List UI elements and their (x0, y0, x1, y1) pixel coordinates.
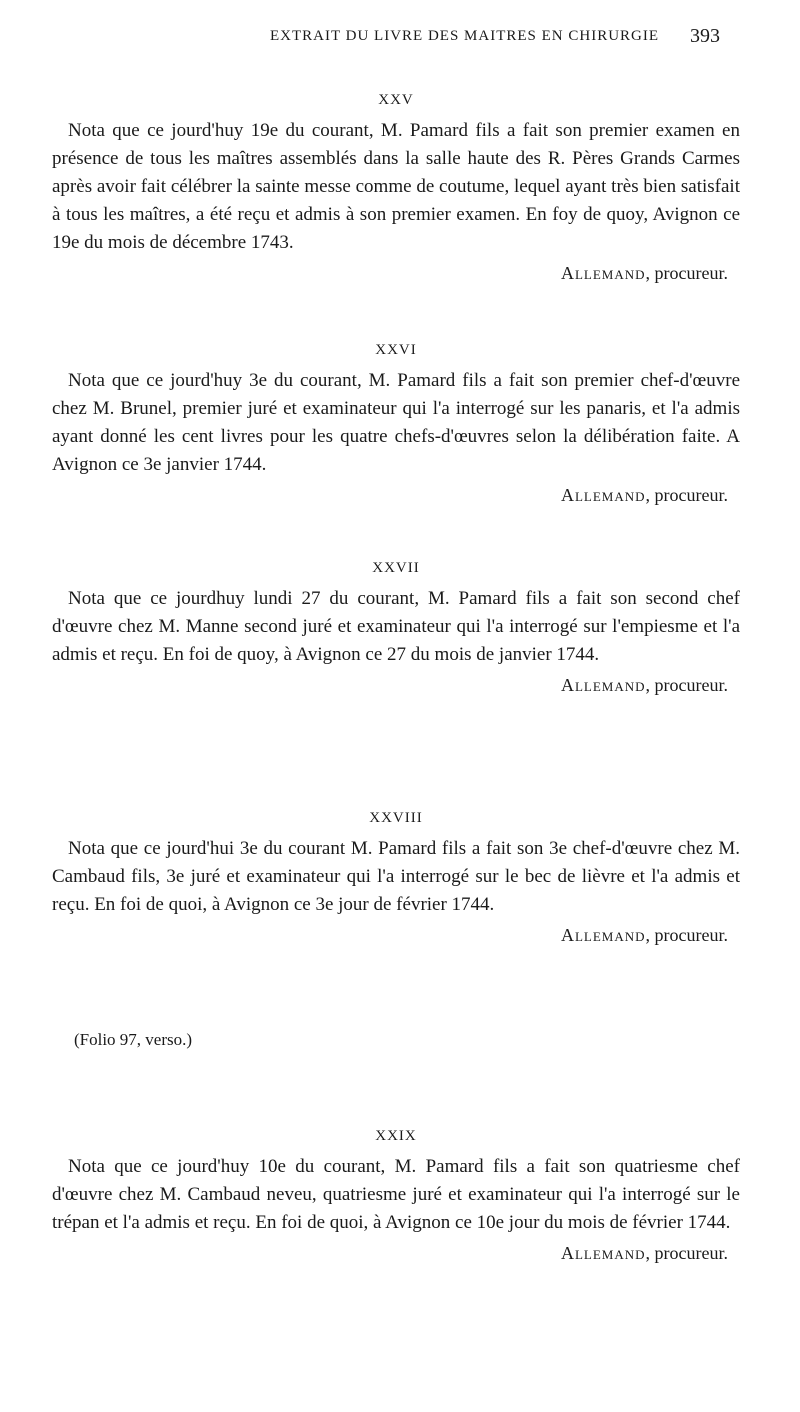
running-head (270, 25, 720, 47)
signature-title: , procureur. (645, 485, 728, 505)
entry-numeral: XXVIII (369, 810, 423, 826)
entry-xxvi (52, 342, 740, 506)
entry-numeral: XXVII (372, 560, 420, 576)
signature (52, 675, 728, 696)
entry-text: Nota que ce jourd'hui 3e du courant M. Pamard fils a fait son 3e chef-d'œuvre chez M. Cambaud fils, 3e juré et examinateur qui l'a interrogé sur le bec de lièvre et l'a admis et reçu. En foi de quoi, à Avignon ce 3e jour de février 1744. (52, 838, 740, 915)
signature-title: , procureur. (645, 1243, 728, 1263)
entry-text: Nota que ce jourd'huy 10e du courant, M. Pamard fils a fait son quatriesme chef d'œuvre chez M. Cambaud neveu, quatriesme juré et examinateur qui l'a interrogé sur le trépan et l'a admis et reçu. En foi de quoi, à Avignon ce 10e jour du mois de février 1744. (52, 1156, 740, 1233)
entry-xxvii (52, 560, 740, 696)
signature-name: Allemand (560, 485, 646, 505)
signature-name: Allemand (560, 675, 646, 695)
entry-xxviii (52, 810, 740, 946)
signature (52, 485, 728, 506)
signature-title: , procureur. (645, 675, 728, 695)
signature-name: Allemand (560, 925, 646, 945)
entry-text: Nota que ce jourd'huy 3e du courant, M. Pamard fils a fait son premier chef-d'œuvre chez M. Brunel, premier juré et examinateur qui l'a interrogé sur les panaris, et l'a admis ayant donné les cent livres pour les quatre chefs-d'œuvres selon la délibération faite. A Avignon ce 3e janvier 1744. (52, 370, 740, 475)
running-title: EXTRAIT DU LIVRE DES MAITRES EN CHIRURGIE (270, 28, 660, 44)
entry-xxv (52, 92, 740, 284)
signature-title: , procureur. (645, 925, 728, 945)
entry-text: Nota que ce jourdhuy lundi 27 du courant, M. Pamard fils a fait son second chef d'œuvre chez M. Manne second juré et examinateur qui l'a interrogé sur l'empiesme et l'a admis et reçu. En foi de quoy, à Avignon ce 27 du mois de janvier 1744. (52, 588, 740, 665)
folio-note: (Folio 97, verso.) (74, 1030, 193, 1049)
signature-title: , procureur. (645, 263, 728, 283)
entry-numeral: XXVI (375, 342, 417, 358)
signature (52, 1243, 728, 1264)
signature (52, 263, 728, 284)
entry-xxix (52, 1128, 740, 1264)
signature-name: Allemand (560, 1243, 646, 1263)
entry-numeral: XXIX (375, 1128, 417, 1144)
signature (52, 925, 728, 946)
page-number: 393 (690, 25, 720, 47)
signature-name: Allemand (560, 263, 646, 283)
entry-numeral: XXV (378, 92, 414, 108)
entry-text: Nota que ce jourd'huy 19e du courant, M. Pamard fils a fait son premier examen en présence de tous les maîtres assemblés dans la salle haute des R. Pères Grands Carmes après avoir fait célébrer la sainte messe comme de coutume, lequel ayant très bien satisfait à tous les maîtres, a été reçu et admis à son premier examen. En foy de quoy, Avignon ce 19e du mois de décembre 1743. (52, 120, 740, 253)
